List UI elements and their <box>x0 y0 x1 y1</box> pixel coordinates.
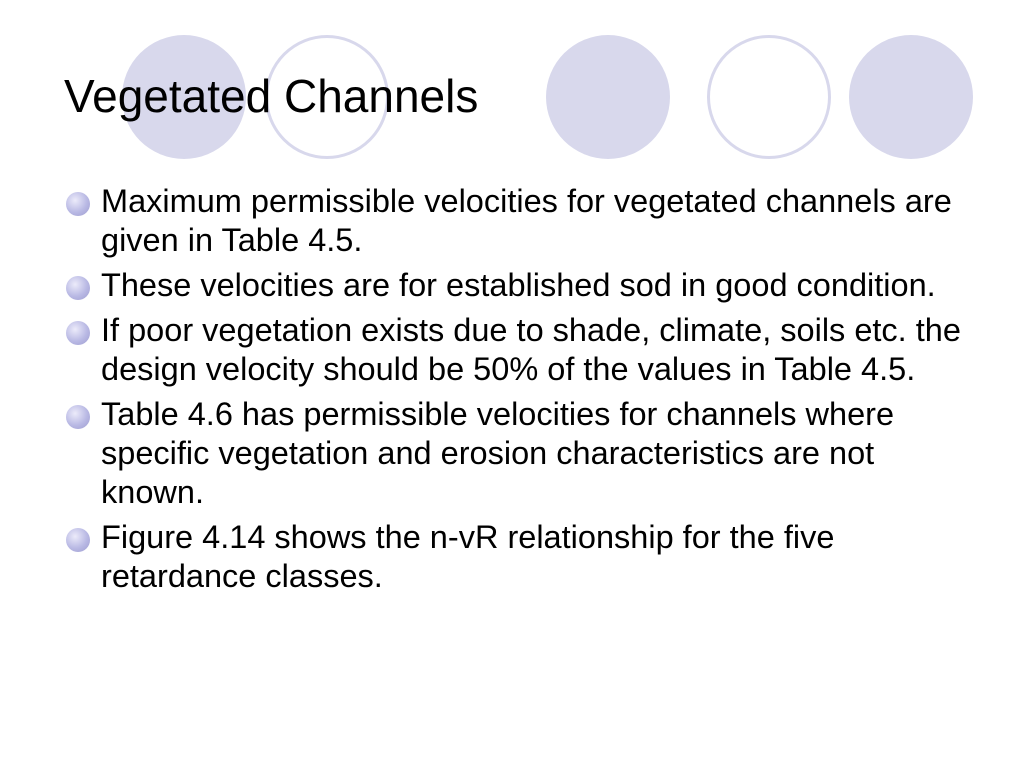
bullet-icon <box>66 276 90 300</box>
bullet-text: Maximum permissible velocities for vegetated channels are given in Table 4.5. <box>101 183 952 258</box>
bullet-item <box>66 311 966 389</box>
bullet-text: Table 4.6 has permissible velocities for channels where specific vegetation and erosion characteristics are not known. <box>101 396 895 510</box>
bullet-item <box>66 518 966 596</box>
bullet-item <box>66 266 966 305</box>
bullet-item <box>66 395 966 512</box>
bullet-icon <box>66 528 90 552</box>
decorative-circle-outline <box>707 35 831 159</box>
decorative-circle-filled <box>546 35 670 159</box>
slide-title: Vegetated Channels <box>64 70 479 122</box>
bullet-item <box>66 182 966 260</box>
bullet-text: These velocities are for established sod in good condition. <box>101 267 936 303</box>
decorative-circle-filled <box>849 35 973 159</box>
bullet-icon <box>66 321 90 345</box>
bullet-text: Figure 4.14 shows the n-vR relationship for the five retardance classes. <box>101 519 835 594</box>
bullet-icon <box>66 192 90 216</box>
bullet-icon <box>66 405 90 429</box>
bullet-text: If poor vegetation exists due to shade, climate, soils etc. the design velocity should be 50% of the values in Table 4.5. <box>101 312 961 387</box>
bullet-list <box>66 182 966 602</box>
